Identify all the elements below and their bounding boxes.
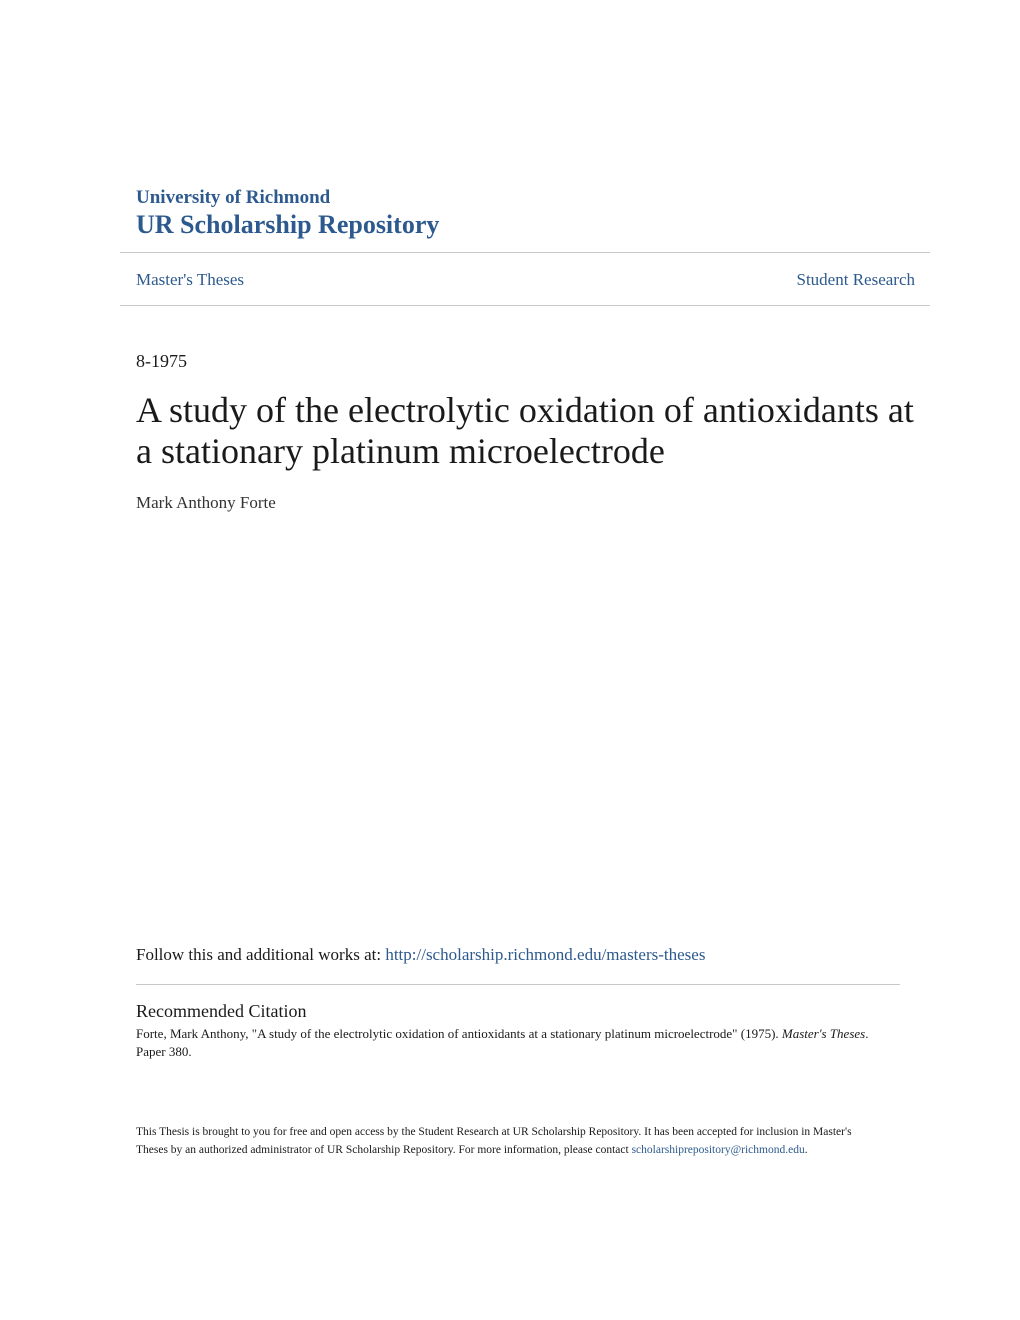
follow-line	[136, 943, 705, 967]
access-statement	[136, 1123, 876, 1159]
follow-prefix: Follow this and additional works at:	[136, 945, 386, 964]
header-divider-bottom	[120, 305, 930, 306]
student-research-link[interactable]: Student Research	[796, 270, 915, 289]
citation-main: Forte, Mark Anthony, "A study of the electrolytic oxidation of antioxidants at a stationary platinum microelectrode" (1975).	[136, 1026, 782, 1041]
author-name: Mark Anthony Forte	[136, 493, 276, 512]
repository-name-link[interactable]: UR Scholarship Repository	[136, 210, 440, 239]
citation-paper: . Paper 380.	[136, 1026, 869, 1059]
repository-header	[136, 186, 439, 240]
citation-text	[136, 1025, 896, 1061]
university-name-link[interactable]: University of Richmond	[136, 187, 331, 208]
publication-date: 8-1975	[136, 351, 187, 371]
header-divider-top	[120, 252, 930, 253]
follow-url-link[interactable]: http://scholarship.richmond.edu/masters-theses	[385, 945, 706, 964]
access-statement-end: .	[804, 1144, 808, 1156]
masters-theses-link[interactable]: Master's Theses	[136, 270, 245, 289]
citation-divider	[136, 984, 900, 985]
document-title: A study of the electrolytic oxidation of antioxidants at a stationary platinum microelectrode	[136, 390, 914, 471]
recommended-citation-heading: Recommended Citation	[136, 1001, 307, 1021]
access-statement-text: This Thesis is brought to you for free and open access by the Student Research at UR Scholarship Repository. It has been accepted for inclusion in Master's Theses by an authorized administrator of UR Scholarship Repository. For more information, please contact	[136, 1126, 852, 1156]
citation-series: Master's Theses	[781, 1026, 866, 1041]
contact-email-link[interactable]: scholarshiprepository@richmond.edu	[631, 1144, 805, 1156]
